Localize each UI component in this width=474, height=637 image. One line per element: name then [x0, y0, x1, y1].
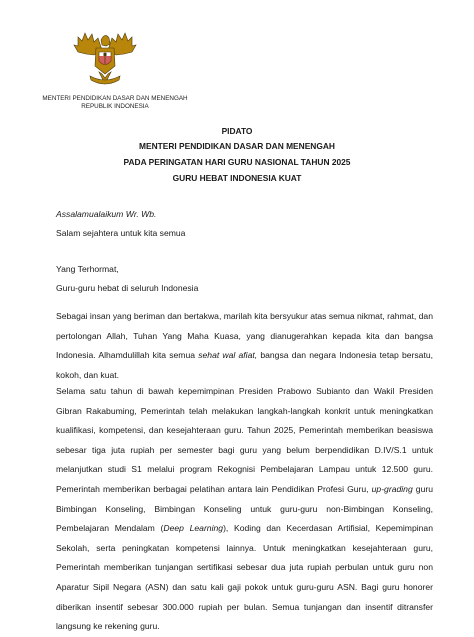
ministry-letterhead — [40, 95, 190, 111]
greeting-general: Salam sejahtera untuk kita semua — [56, 228, 186, 238]
address-honorific: Yang Terhormat, — [56, 264, 119, 274]
paragraph-government-programs: Selama satu tahun di bawah kepemimpinan Presiden Prabowo Subianto dan Wakil Presiden Gibran Rakabuming, Pemerintah telah melakukan langkah-langkah konkrit untuk meningkatkan kualifikasi, kompetensi, dan kesejahteraan guru. Tahun 2025, Pemerintah memberikan beasiswa sebesar tiga juta rupiah per semester bagi guru yang belum berpendidikan D.IV/S.1 untuk melanjutkan studi S1 melalui program Rekognisi Pembelajaran Lampau untuk 12.500 guru. Pemerintah memberikan berbagai pelatihan antara lain Pendidikan Profesi Guru, up-grading guru Bimbingan Konseling, Bimbingan Konseling untuk guru-guru non-Bimbingan Konseling, Pembelajaran Mendalam (Deep Learning), Koding dan Kecerdasan Artifisial, Kepemimpinan Sekolah, serta peningkatan kompetensi lainnya. Untuk meningkatkan kesejahteraan guru, Pemerintah memberikan tunjangan sertifikasi sebesar dua juta rupiah perbulan untuk guru non Aparatur Sipil Negara (ASN) dan satu kali gaji pokok untuk guru-guru ASN. Bagi guru honorer diberikan insentif sebesar 300.000 rupiah per bulan. Semua tunjangan dan insentif ditransfer langsung ke rekening guru. — [56, 386, 433, 632]
republic-name: REPUBLIK INDONESIA — [81, 103, 149, 110]
heading-line-1: MENTERI PENDIDIKAN DASAR DAN MENENGAH — [139, 141, 335, 151]
garuda-emblem — [72, 28, 138, 90]
address-audience: Guru-guru hebat di seluruh Indonesia — [56, 283, 199, 293]
document-title: PIDATO — [221, 126, 253, 136]
heading-line-2: PADA PERINGATAN HARI GURU NASIONAL TAHUN 2025 — [123, 157, 351, 167]
greeting-salam: Assalamualaikum Wr. Wb. — [56, 209, 157, 219]
paragraph-gratitude: Sebagai insan yang beriman dan bertakwa, marilah kita bersyukur atas semua nikmat, rahmat, dan pertolongan Allah, Tuhan Yang Maha Kuasa, yang dianugerahkan kepada kita dan bangsa Indonesia. Alhamdulillah kita semua sehat wal afiat, bangsa dan negara Indonesia tetap bersatu, kokoh, dan kuat. — [56, 311, 434, 380]
heading-line-3: GURU HEBAT INDONESIA KUAT — [172, 173, 302, 183]
ministry-name: MENTERI PENDIDIKAN DASAR DAN MENENGAH — [42, 95, 188, 102]
